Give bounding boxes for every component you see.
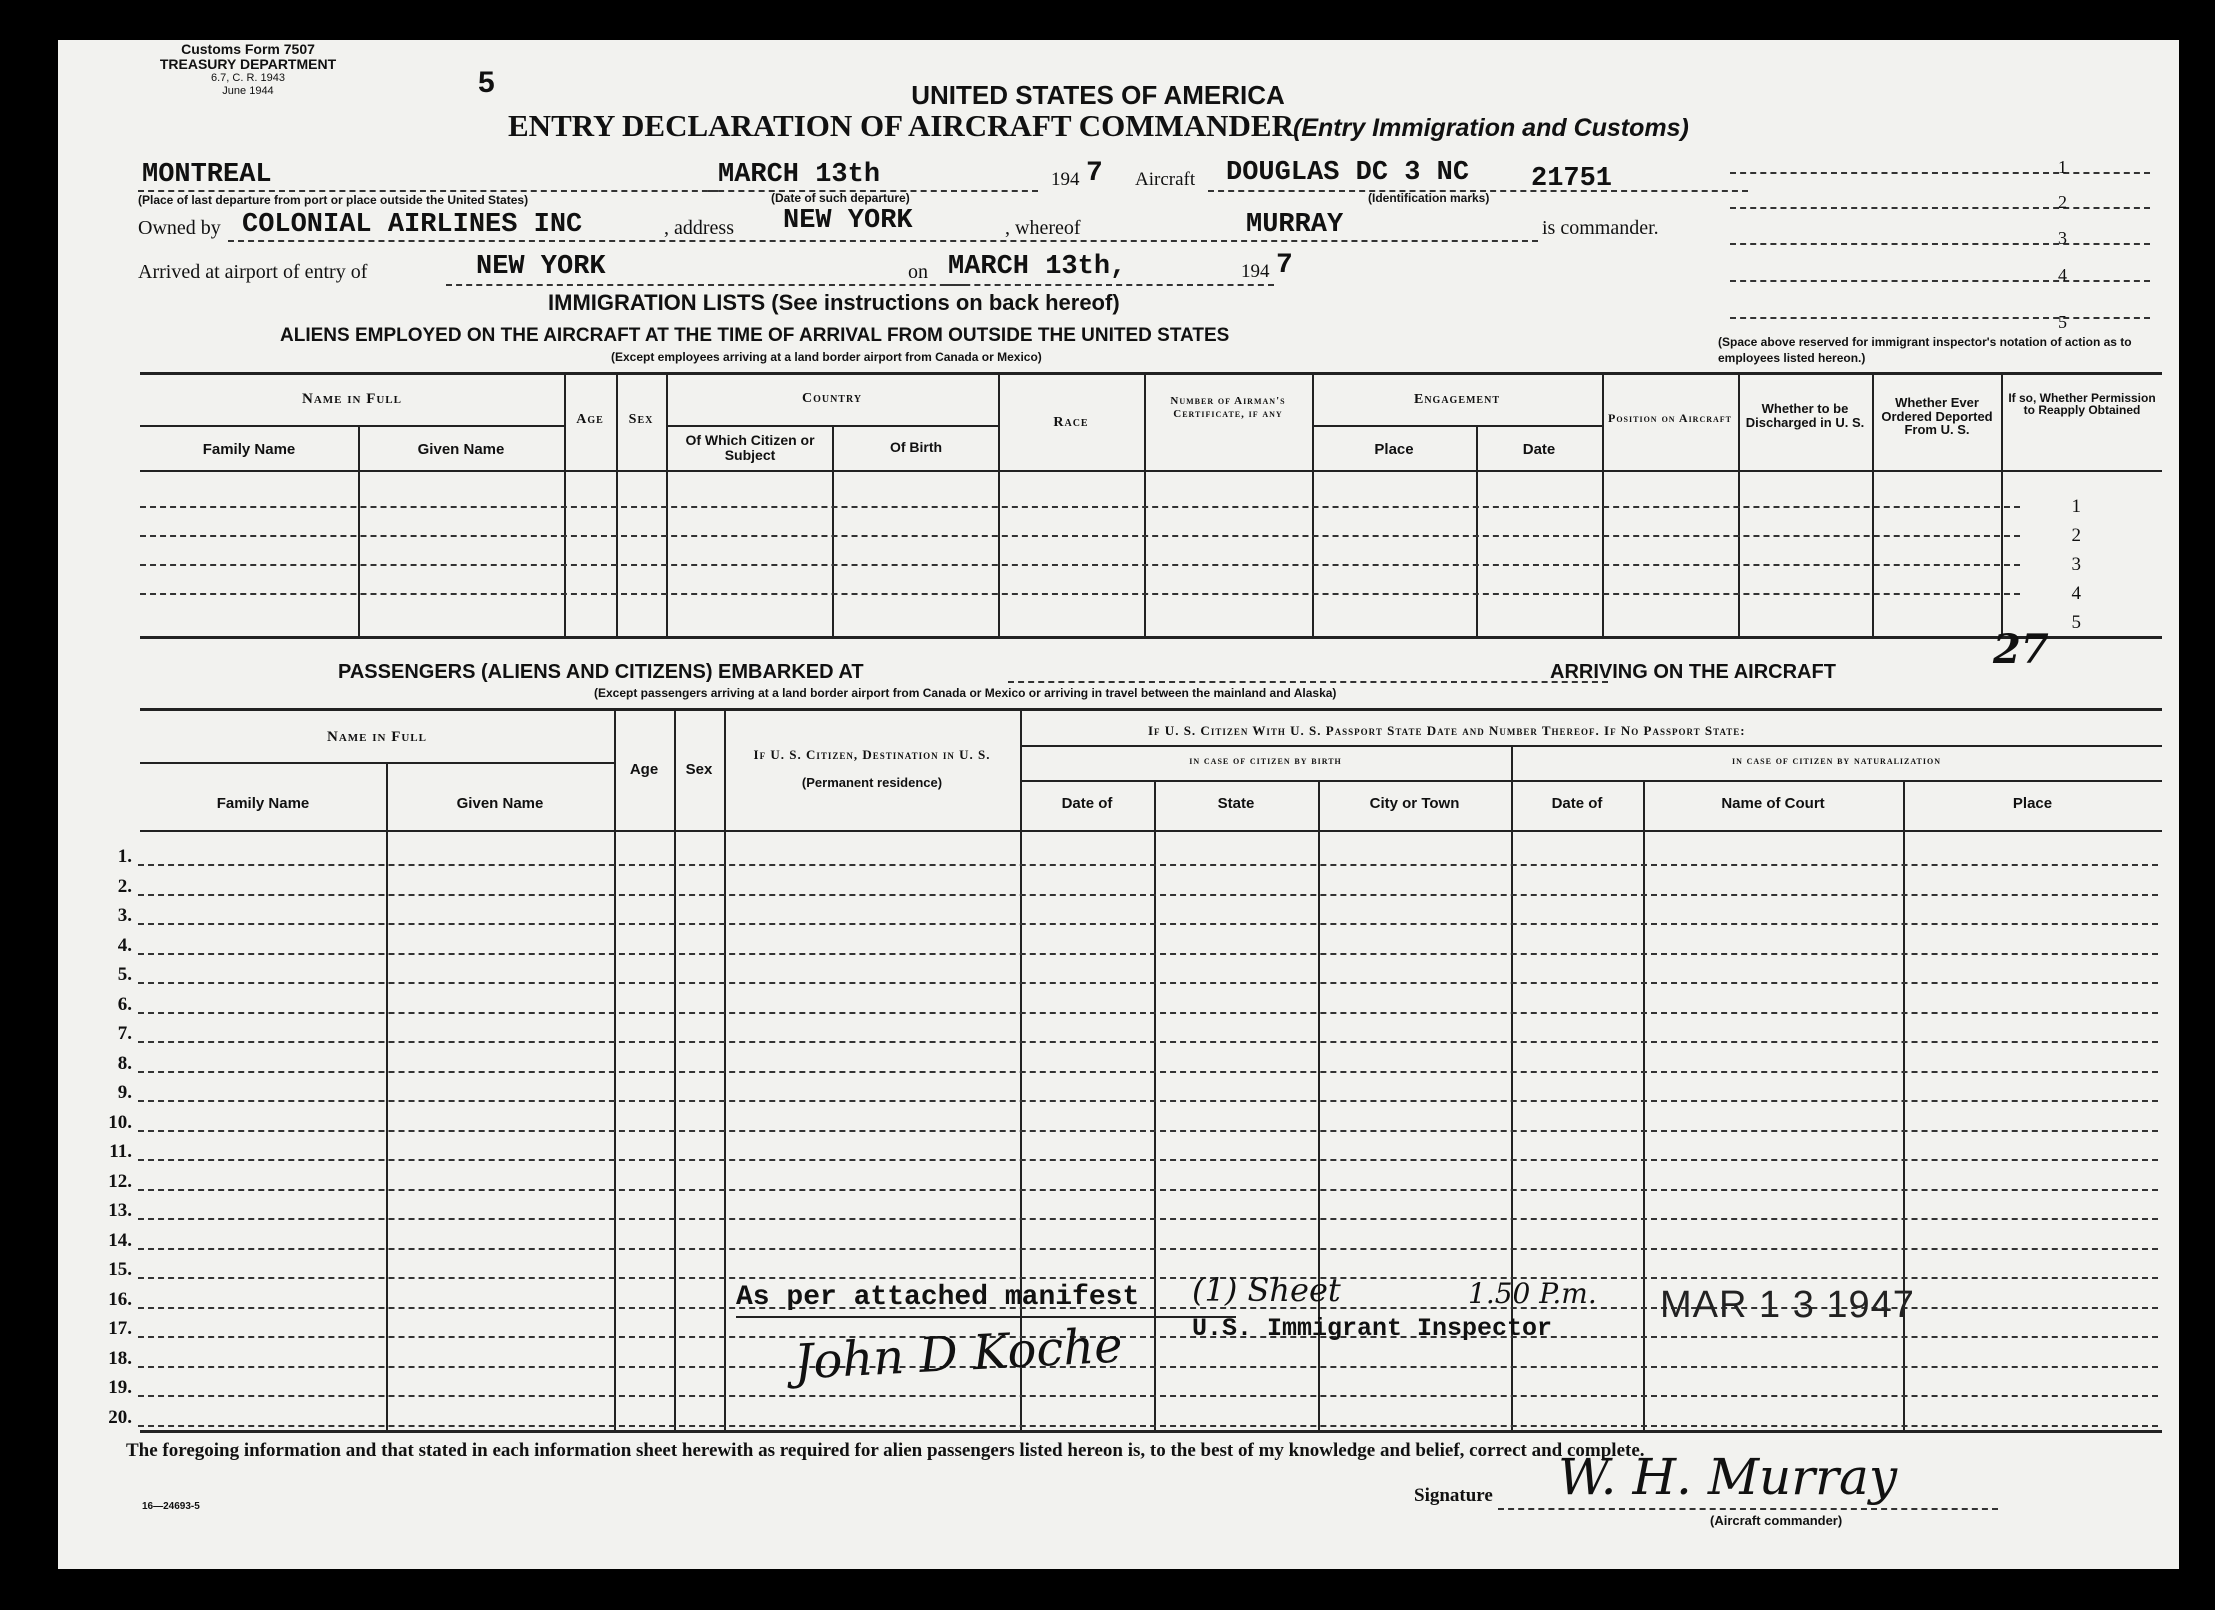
passenger-row-number: 7. [117, 1023, 132, 1044]
crew-col-discharged: Whether to be Discharged in U. S. [1745, 401, 1865, 431]
crew-row-1: 1 [2071, 496, 2081, 517]
pax-col-state: State [1217, 795, 1255, 812]
crew-note: (Except employees arriving at a land border airport from Canada or Mexico) [611, 350, 1042, 364]
departure-place-caption: (Place of last departure from port or place outside the United States) [138, 193, 529, 207]
date-stamp: MAR 1 3 1947 [1660, 1284, 1915, 1326]
pax-col-date-of: Date of [1061, 795, 1113, 812]
arrival-airport: NEW YORK [476, 252, 606, 282]
country-heading: UNITED STATES OF AMERICA [911, 80, 1285, 110]
side-number-2: 2 [2058, 192, 2067, 212]
passenger-heading-left: PASSENGERS (ALIENS AND CITIZENS) EMBARKED AT [338, 661, 864, 683]
signature-label: Signature [1414, 1485, 1493, 1506]
pax-col-place: Place [2012, 795, 2053, 812]
passenger-row-number: 3. [117, 905, 132, 926]
aircraft-label: Aircraft [1135, 169, 1196, 190]
owned-label: Owned by [138, 217, 221, 239]
departure-date-caption: (Date of such departure) [771, 191, 910, 205]
pax-col-by-birth: in case of citizen by birth [1189, 755, 1342, 767]
crew-col-position: Position on Aircraft [1608, 411, 1733, 425]
arrived-label: Arrived at airport of entry of [138, 261, 368, 283]
address-label: , address [664, 217, 734, 239]
departure-place: MONTREAL [142, 160, 272, 190]
sheet-note: (1) Sheet [1192, 1271, 1341, 1309]
inspector-title: U.S. Immigrant Inspector [1192, 1314, 1553, 1343]
side-number-4: 4 [2058, 265, 2067, 285]
passenger-row-number: 16. [108, 1289, 132, 1310]
departure-date: MARCH 13th [718, 160, 881, 190]
arrival-year-digit: 7 [1276, 250, 1293, 281]
passenger-row-number: 2. [117, 876, 132, 897]
pax-col-date-of-2: Date of [1551, 795, 1603, 812]
passenger-heading-right: ARRIVING ON THE AIRCRAFT [1550, 661, 1836, 683]
form-number: Customs Form 7507 [181, 41, 315, 57]
crew-col-deported: Whether Ever Ordered Deported From U. S. [1881, 395, 1993, 438]
commander-caption: (Aircraft commander) [1710, 1513, 1843, 1528]
crew-col-family: Family Name [202, 441, 296, 458]
crew-col-certificate: Number of Airman's Certificate, if any [1170, 395, 1286, 420]
crew-row-5: 5 [2071, 612, 2081, 633]
passenger-row-number: 18. [108, 1348, 132, 1369]
passenger-row-number: 8. [117, 1053, 132, 1074]
pax-col-by-naturalization: in case of citizen by naturalization [1731, 755, 1942, 767]
crew-col-engagement: Engagement [1413, 392, 1500, 407]
crew-col-age: Age [576, 412, 604, 427]
pax-col-court: Name of Court [1721, 795, 1825, 812]
regulation: 6.7, C. R. 1943 [211, 72, 285, 84]
commander-name: MURRAY [1246, 210, 1344, 240]
passenger-row-number: 19. [108, 1377, 132, 1398]
crew-col-given: Given Name [417, 441, 505, 458]
crew-col-race: Race [1053, 415, 1089, 430]
whereof-label: , whereof [1005, 217, 1081, 239]
address: NEW YORK [783, 206, 913, 236]
passenger-row-number: 1. [117, 846, 132, 867]
commander-label: is commander. [1542, 217, 1659, 239]
passenger-row-number: 15. [108, 1259, 132, 1280]
side-note-caption: (Space above reserved for immigrant inspector's notation of action as to employees listed hereon.) [1718, 335, 2132, 366]
crew-row-4: 4 [2071, 583, 2081, 604]
passenger-row-number: 17. [108, 1318, 132, 1339]
commander-signature: W. H. Murray [1558, 1448, 1898, 1506]
department: TREASURY DEPARTMENT [159, 56, 337, 72]
passenger-note: (Except passengers arriving at a land border airport from Canada or Mexico or arriving in travel between the mainland and Alaska) [594, 686, 1337, 700]
on-label: on [908, 261, 928, 283]
crew-col-country: Country [801, 391, 863, 406]
passenger-row-number: 5. [117, 964, 132, 985]
crew-col-name: Name in Full [301, 391, 402, 407]
pax-col-city: City or Town [1369, 795, 1460, 812]
pax-col-passport: If U. S. Citizen With U. S. Passport State Date and Number Thereof. If No Passport State: [1148, 723, 1746, 738]
passenger-row-number: 14. [108, 1230, 132, 1251]
passenger-row-number: 10. [108, 1112, 132, 1133]
aircraft-id: 21751 [1531, 164, 1613, 194]
form-date: June 1944 [222, 85, 274, 97]
id-caption: (Identification marks) [1368, 191, 1490, 205]
pax-col-name: Name in Full [326, 729, 427, 745]
pax-col-destination: If U. S. Citizen, Destination in U. S. [753, 747, 991, 762]
side-number-3: 3 [2058, 228, 2067, 248]
crew-col-sex: Sex [628, 412, 654, 427]
crew-col-reapply: If so, Whether Permission to Reapply Obtained [2008, 391, 2156, 417]
passenger-row-number: 6. [117, 994, 132, 1015]
arrival-time: 1.50 P.m. [1468, 1277, 1597, 1310]
pax-col-family: Family Name [216, 795, 310, 812]
pax-col-sex: Sex [685, 761, 713, 778]
inspector-signature: John D Koche [792, 1317, 1124, 1391]
pax-col-given: Given Name [456, 795, 544, 812]
manifest-note: As per attached manifest [736, 1282, 1140, 1313]
immigration-heading: IMMIGRATION LISTS (See instructions on back hereof) [548, 290, 1120, 315]
aircraft-type: DOUGLAS DC 3 NC [1226, 158, 1470, 188]
pax-col-age: Age [629, 761, 659, 778]
crew-row-2: 2 [2071, 525, 2081, 546]
crew-col-citizen: Of Which Citizen or Subject [685, 432, 815, 464]
form-subtitle: (Entry Immigration and Customs) [1293, 114, 1689, 142]
owner: COLONIAL AIRLINES INC [242, 210, 583, 240]
passenger-row-number: 12. [108, 1171, 132, 1192]
crew-subheading: ALIENS EMPLOYED ON THE AIRCRAFT AT THE TIME OF ARRIVAL FROM OUTSIDE THE UNITED STATES [280, 325, 1230, 346]
departure-year-digit: 7 [1086, 158, 1103, 189]
page-mark: 5 [478, 66, 495, 99]
document-page [58, 40, 2179, 1569]
print-code: 16—24693-5 [142, 1501, 200, 1512]
form-title: ENTRY DECLARATION OF AIRCRAFT COMMANDER [508, 108, 1294, 143]
passenger-row-number: 13. [108, 1200, 132, 1221]
passenger-row-number: 4. [117, 935, 132, 956]
crew-col-place: Place [1374, 441, 1414, 458]
departure-year-prefix: 194 [1051, 169, 1080, 190]
pax-col-destination-note: (Permanent residence) [801, 775, 943, 790]
arrival-year-prefix: 194 [1241, 261, 1270, 282]
crew-row-3: 3 [2071, 554, 2081, 575]
crew-col-birth: Of Birth [889, 439, 943, 455]
side-number-1: 1 [2058, 157, 2067, 177]
page-number-handwritten: 27 [1993, 626, 2049, 673]
passenger-row-number: 11. [109, 1141, 132, 1162]
side-number-5: 5 [2058, 312, 2067, 332]
arrival-date: MARCH 13th, [948, 252, 1127, 282]
passenger-row-number: 9. [117, 1082, 132, 1103]
passenger-row-number: 20. [108, 1407, 132, 1428]
declaration-text: The foregoing information and that stated in each information sheet herewith as required for alien passengers listed hereon is, to the best of my knowledge and belief, correct and complete. [126, 1440, 1645, 1461]
crew-col-date: Date [1522, 441, 1556, 458]
